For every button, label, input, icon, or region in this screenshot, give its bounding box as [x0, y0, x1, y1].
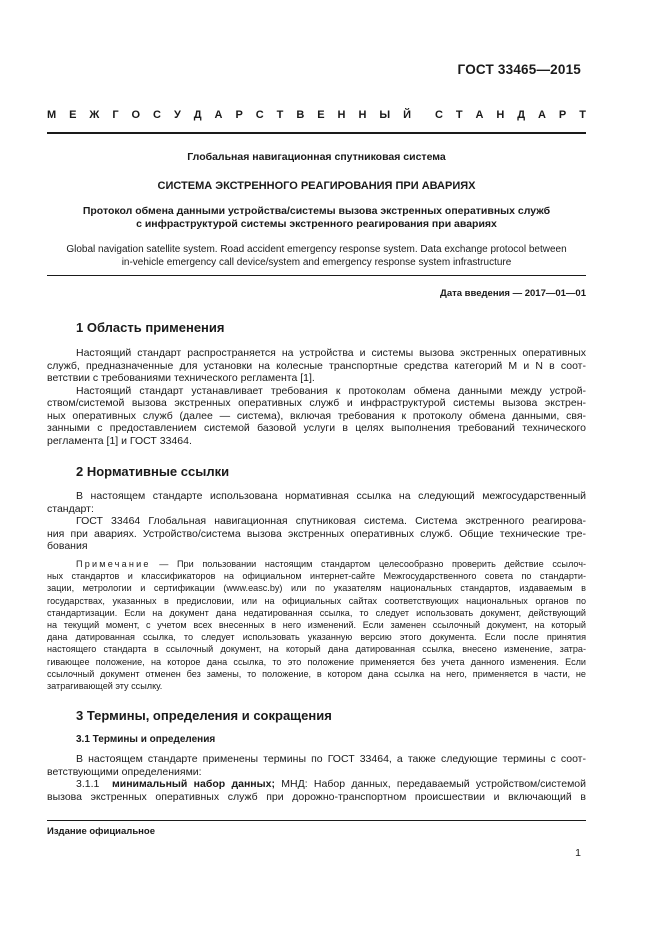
note-line: ных стандартов и классификаторов на официальном интернет-сайте Межгосударственного совета по стандарти- — [47, 571, 586, 582]
note-line: зации, метрологии и сертификации (www.easc.by) или по указателям национальных стандартов, издаваемым в — [47, 583, 586, 594]
term-number: 3.1.1 — [76, 778, 100, 790]
text-line: регламента [1] и ГОСТ 33464. — [47, 434, 192, 447]
banner-letter: М — [47, 109, 57, 121]
note-text: — При пользовании настоящим стандартом целесообразно проверить действие ссылоч- — [150, 559, 586, 569]
note-line: ссылочный документ отменен без замены, то положение, в котором дана ссылка на него, применяется в части, не — [47, 668, 586, 679]
text-line: ветствующими определениями: — [47, 765, 202, 778]
banner-letter: Е — [317, 109, 325, 121]
note-label: Примечание — [76, 559, 151, 569]
banner-letter: Е — [69, 109, 77, 121]
banner-letter: В — [296, 109, 305, 121]
banner-letter: Ж — [89, 109, 100, 121]
text-line: Настоящий стандарт устанавливает требования к протоколам обмена данными между устрой- — [76, 384, 586, 397]
banner-letter: Р — [235, 109, 243, 121]
title-protocol — [47, 205, 586, 231]
text-line: бования — [47, 540, 88, 552]
title-protocol-line: Протокол обмена данными устройства/системы вызова экстренных оперативных служб — [82, 205, 551, 217]
text-line: ния при авариях. Устройство/система вызова экстренных оперативных служб. Общие технические тре- — [47, 527, 586, 540]
section-2-note — [47, 558, 586, 692]
text-line: занными с предоставлением системой базовой услуги в целях выполнения требований технического — [47, 422, 586, 434]
section-3-heading: 3 Термины, определения и сокращения — [76, 708, 332, 723]
title-rule — [47, 275, 586, 276]
text-line: В настоящем стандарте применены термины по ГОСТ 33464, а также следующие термины с соот- — [76, 753, 586, 765]
term-line — [47, 778, 586, 791]
title-main: СИСТЕМА ЭКСТРЕННОГО РЕАГИРОВАНИЯ ПРИ АВАРИЯХ — [157, 180, 476, 192]
banner-letter: А — [214, 109, 223, 121]
section-3-1-heading: 3.1 Термины и определения — [76, 734, 216, 745]
banner-letter: А — [475, 109, 484, 121]
text-line: В настоящем стандарте использована нормативная ссылка на следующий межгосударственный — [76, 490, 586, 502]
text-line: ных оперативных служб (далее — система), включая требования к протоколу обмена данными, свя- — [47, 409, 586, 422]
banner-letter: Д — [193, 109, 202, 121]
banner-letter: А — [538, 109, 546, 121]
banner-letter: С — [435, 109, 443, 121]
banner-letter: Г — [112, 109, 119, 121]
note-line: дана датированная ссылка, то следует использовать указанную версию этого документа. Если после принятия — [47, 632, 586, 643]
footer-rule — [47, 820, 586, 821]
banner-letter: Н — [496, 109, 505, 121]
section-2-heading: 2 Нормативные ссылки — [76, 464, 230, 479]
text-line: служб, предназначенные для установки на колесные транспортные средства категорий M и N в соот- — [47, 359, 586, 372]
title-english-line: Global navigation satellite system. Road accident emergency response system. Data exchange protocol between — [66, 244, 567, 255]
text-line: ГОСТ 33464 Глобальная навигационная спутниковая система. Система экстренного реагирова- — [76, 515, 586, 527]
gost-number: ГОСТ 33465—2015 — [457, 62, 581, 77]
banner-letter: У — [173, 109, 181, 121]
banner-word-standard — [435, 109, 586, 121]
title-subtitle: Глобальная навигационная спутниковая система — [187, 151, 446, 163]
term-definition-start: МНД: Набор данных, передаваемый устройством/системой — [274, 778, 586, 790]
page-number: 1 — [575, 847, 581, 859]
text-line: ством/системой вызова экстренных оперативных служб и инфраструктурой системы вызова экстрен- — [47, 397, 586, 409]
note-line: затрагивающей эту ссылку. — [47, 680, 163, 691]
banner-letter: Н — [337, 109, 346, 121]
note-line: гивающее положение, на которое дана ссылка, то это положение применяется без учета данного изменения. Если — [47, 656, 586, 667]
banner-letter: Н — [358, 109, 367, 121]
banner-letter: С — [153, 109, 161, 121]
title-english-line: in-vehicle emergency call device/system and emergency response system infrastructure — [121, 257, 512, 268]
banner-letter: Ы — [379, 109, 391, 121]
interstate-standard-banner — [47, 109, 586, 121]
text-line: стандарт: — [47, 502, 94, 515]
banner-letter: Д — [517, 109, 526, 121]
section-1-heading: 1 Область применения — [76, 320, 225, 335]
section-2-paragraph-1 — [47, 490, 586, 515]
banner-letter: Т — [455, 109, 463, 121]
official-edition-label: Издание официальное — [47, 826, 155, 837]
note-line: на текущий момент, с учетом всех внесенных в него изменений. Если заменен ссылочный документ, на который — [47, 619, 586, 630]
term-line: вызова экстренных оперативных служб при дорожно-транспортном происшествии и включающий в — [47, 790, 586, 803]
banner-letter: О — [131, 109, 141, 121]
title-english — [47, 243, 586, 269]
note-line: настоящего стандарта в ссылочный документ, на который дана датированная ссылка, внесено изменение, затра- — [47, 644, 586, 655]
banner-letter: С — [255, 109, 264, 121]
note-line — [47, 558, 586, 570]
section-1-paragraph-1 — [47, 347, 586, 385]
term-name: минимальный набор данных; — [111, 778, 275, 790]
introduction-date: Дата введения — 2017—01—01 — [440, 288, 586, 299]
title-protocol-line: с инфраструктурой системы экстренного реагирования при авариях — [136, 218, 497, 230]
section-3-paragraph-1 — [47, 753, 586, 778]
note-line: государствах, указанных в предисловии, или на официальных сайтах соответствующих национальных органов по — [47, 595, 586, 606]
banner-letter: Р — [558, 109, 567, 121]
banner-letter: Т — [276, 109, 284, 121]
banner-letter: Т — [579, 109, 586, 121]
term-3-1-1 — [47, 778, 586, 803]
note-line: стандартизации. Если на документ дана недатированная ссылка, то следует использовать документ, действующий — [47, 607, 586, 618]
banner-letter: Й — [403, 109, 411, 121]
text-line: ветствии с требованиями технического регламента [1]. — [47, 372, 315, 384]
text-line: Настоящий стандарт распространяется на устройства и системы вызова экстренных оперативных — [76, 347, 586, 359]
section-1-paragraph-2 — [47, 385, 586, 448]
section-2-reference — [47, 515, 586, 553]
banner-word-interstate — [47, 109, 411, 121]
header-rule — [47, 132, 586, 134]
